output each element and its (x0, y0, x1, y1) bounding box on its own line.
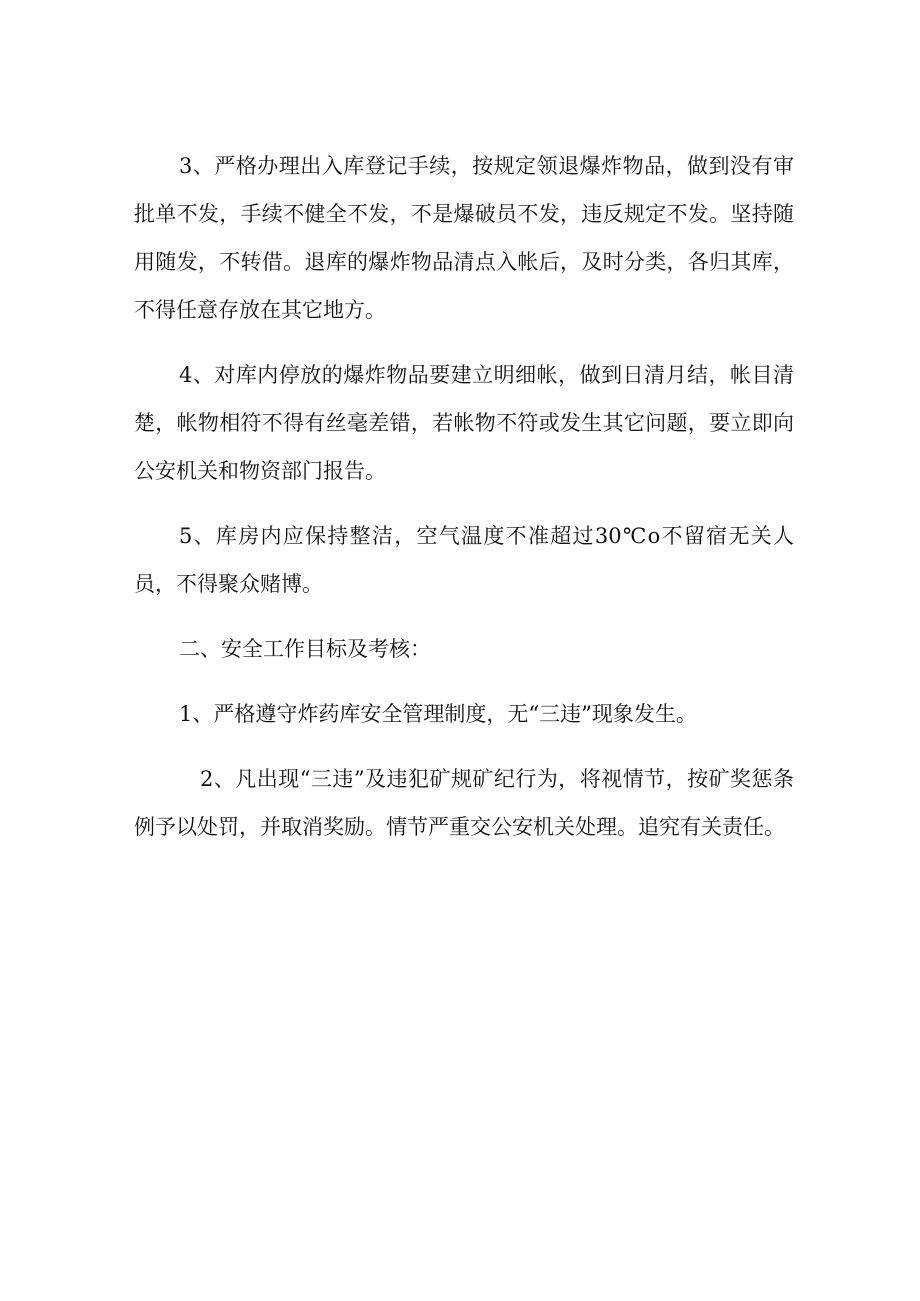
paragraph-violation-penalty: 2、凡出现“三违”及违犯矿规矿纪行为，将视情节，按矿奖惩条例予以处罚，并取消奖励。情节严重交公安机关处理。追究有关责任。 (134, 767, 794, 839)
paragraph-warehouse-cleanliness: 5、库房内应保持整洁，空气温度不准超过30℃o不留宿无关人员，不得聚众赌博。 (134, 524, 794, 596)
paragraph-comply-safety-rules: 1、严格遵守炸药库安全管理制度，无“三违”现象发生。 (179, 702, 697, 726)
paragraph-outbound-inbound-registration: 3、严格办理出入库登记手续，按规定领退爆炸物品，做到没有审批单不发，手续不健全不发，不是爆破员不发，违反规定不发。坚持随用随发，不转借。退库的爆炸物品清点入帐后，及时分类，各归其库，不得任意存放在其它地方。 (134, 154, 794, 322)
document-body (134, 142, 794, 851)
paragraph-detailed-ledger: 4、对库内停放的爆炸物品要建立明细帐，做到日清月结，帐目清楚，帐物相符不得有丝毫差错，若帐物不符或发生其它问题，要立即向公安机关和物资部门报告。 (134, 363, 794, 483)
section-heading-safety-goals: 二、安全工作目标及考核： (179, 637, 431, 661)
